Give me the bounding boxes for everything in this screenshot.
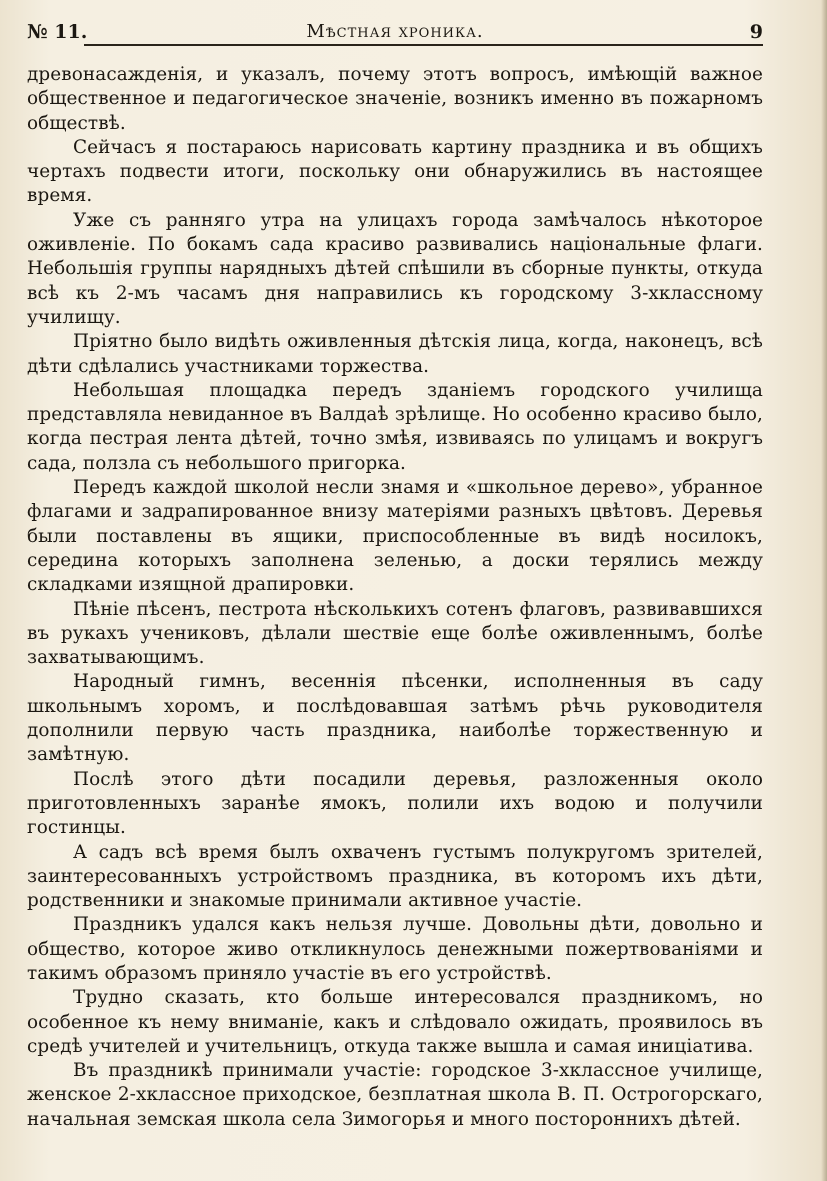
paragraph-10: А садъ всѣ время былъ охваченъ густымъ полукругомъ зрителей, заинтересованныхъ устройствомъ праздника, въ которомъ ихъ дѣти, родственники и знакомые принимали активное участіе. bbox=[27, 841, 763, 912]
running-header bbox=[27, 16, 763, 46]
paragraph-4: Пріятно было видѣть оживленныя дѣтскія лица, когда, наконецъ, всѣ дѣти сдѣлались участниками торжества. bbox=[27, 331, 763, 377]
paragraph-7: Пѣніе пѣсенъ, пестрота нѣсколькихъ сотенъ флаговъ, развивавшихся въ рукахъ учениковъ, дѣлали шествіе еще болѣе оживленнымъ, болѣе захватывающимъ. bbox=[27, 598, 763, 669]
paragraph-5: Небольшая площадка передъ зданіемъ городского училища представляла невиданное въ Валдаѣ зрѣлище. Но особенно красиво было, когда пестрая лента дѣтей, точно змѣя, извиваясь по улицамъ и вокругъ сада, ползла съ небольшого пригорка. bbox=[27, 379, 763, 474]
paragraph-12: Трудно сказать, кто больше интересовался праздникомъ, но особенное къ нему вниманіе, какъ и слѣдовало ожидать, проявилось въ средѣ учителей и учительницъ, откуда также вышла и самая иниціатива. bbox=[27, 987, 763, 1057]
paragraph-9: Послѣ этого дѣти посадили деревья, разложенныя около приготовленныхъ заранѣе ямокъ, полили ихъ водою и получили гостинцы. bbox=[27, 768, 763, 839]
article-body bbox=[27, 63, 763, 1132]
paragraph-8: Народный гимнъ, весеннія пѣсенки, исполненныя въ саду школьнымъ хоромъ, и послѣдовавшая затѣмъ рѣчь руководителя дополнили первую часть праздника, наиболѣе торжественную и замѣтную. bbox=[27, 671, 763, 766]
page-number: 9 bbox=[749, 21, 763, 43]
paragraph-2: Сейчасъ я постараюсь нарисовать картину праздника и въ общихъ чертахъ подвести итоги, поскольку они обнаружились въ настоящее время. bbox=[27, 136, 763, 207]
paragraph-6: Передъ каждой школой несли знамя и «школьное дерево», убранное флагами и задрапированное внизу матеріями разныхъ цвѣтовъ. Деревья были поставлены въ ящики, приспособленные въ видѣ носилокъ, середина которыхъ заполнена зеленью, а доски терялись между складками изящной драпировки. bbox=[27, 477, 763, 596]
paragraph-3: Уже съ ранняго утра на улицахъ города замѣчалось нѣкоторое оживленіе. По бокамъ сада красиво развивались національные флаги. Небольшія группы нарядныхъ дѣтей спѣшили въ сборные пункты, откуда всѣ къ 2-мъ часамъ дня направились къ городскому 3-хклассному училищу. bbox=[27, 209, 763, 328]
paragraph-13: Въ праздникѣ принимали участіе: городское 3-хклассное училище, женское 2-хклассное приходское, безплатная школа В. П. Острогорскаго, начальная земская школа села Зимогорья и много постороннихъ дѣтей. bbox=[27, 1060, 763, 1130]
issue-number: № 11. bbox=[27, 21, 88, 43]
section-title: Мѣстная хроника. bbox=[306, 21, 484, 42]
page-edge-shadow bbox=[821, 0, 827, 1181]
header-rule bbox=[84, 44, 763, 46]
paragraph-11: Праздникъ удался какъ нельзя лучше. Довольны дѣти, довольно и общество, которое живо откликнулось денежными пожертвованіями и такимъ образомъ приняло участіе въ его устройствѣ. bbox=[27, 914, 763, 984]
paragraph-1: древонасажденія, и указалъ, почему этотъ вопросъ, имѣющій важное общественное и педагогическое значеніе, возникъ именно въ пожарномъ обществѣ. bbox=[27, 64, 763, 134]
